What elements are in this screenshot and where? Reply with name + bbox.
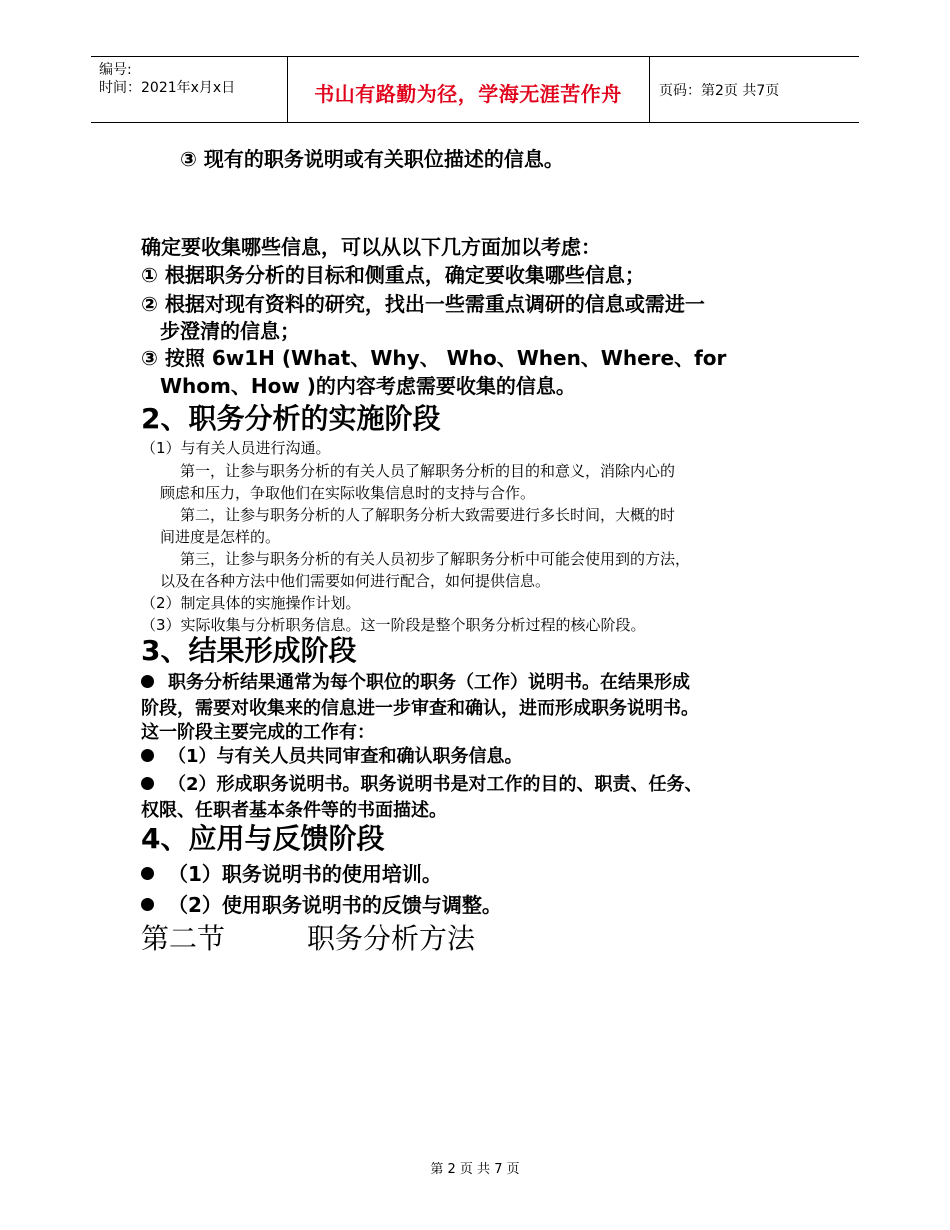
- s2-para-1-line1: 第一，让参与职务分析的有关人员了解职务分析的目的和意义，消除内心的: [180, 462, 676, 480]
- header-page-info: 页码：第2页 共7页: [659, 83, 780, 99]
- bullet-icon: [141, 749, 154, 762]
- consider-item-3-line1: ③ 按照 6w1H (What、Why、 Who、When、Where、for: [141, 346, 727, 370]
- consider-item-3-line2: Whom、How )的内容考虑需要收集的信息。: [160, 374, 576, 398]
- section-2-title: 2、职务分析的实施阶段: [141, 402, 441, 435]
- item3-prev: ③ 现有的职务说明或有关职位描述的信息。: [180, 147, 564, 171]
- header-bottom-rule: [91, 122, 859, 123]
- s4-bullet-2: （2）使用职务说明书的反馈与调整。: [141, 891, 502, 919]
- s2-item-2: （2）制定具体的实施操作计划。: [141, 594, 361, 612]
- s3-bullet-2: （1）与有关人员共同审查和确认职务信息。: [141, 744, 523, 770]
- next-section-number: 第二节: [141, 922, 226, 955]
- s2-para-1-line2: 顾虑和压力，争取他们在实际收集信息时的支持与合作。: [160, 484, 536, 502]
- consider-item-2-line1: ② 根据对现有资料的研究，找出一些需重点调研的信息或需进一: [141, 292, 705, 316]
- header-top-rule: [91, 56, 859, 57]
- header-time-label: 时间：2021年x月x日: [99, 80, 236, 96]
- header-number-label: 编号:: [99, 62, 132, 78]
- s2-para-3-line2: 以及在各种方法中他们需要如何进行配合，如何提供信息。: [160, 572, 551, 590]
- next-section-title: 职务分析方法: [307, 922, 476, 955]
- bullet-icon: [141, 675, 154, 688]
- s2-para-2-line1: 第二，让参与职务分析的人了解职务分析大致需要进行多长时间，大概的时: [180, 506, 676, 524]
- consider-item-2-line2: 步澄清的信息；: [160, 319, 300, 343]
- s2-item-1: （1）与有关人员进行沟通。: [141, 439, 331, 457]
- s2-para-3-line1: 第三，让参与职务分析的有关人员初步了解职务分析中可能会使用到的方法，: [180, 550, 691, 568]
- s4-bullet-1: （1）职务说明书的使用培训。: [141, 860, 442, 888]
- section-3-title: 3、结果形成阶段: [141, 634, 357, 667]
- footer-page-number: 第 2 页 共 7 页: [430, 1162, 520, 1177]
- s3-bullet-1-line3: 这一阶段主要完成的工作有：: [141, 722, 375, 743]
- bullet-icon: [141, 898, 154, 911]
- header-divider-right: [649, 57, 650, 122]
- consider-item-1: ① 根据职务分析的目标和侧重点，确定要收集哪些信息；: [141, 263, 645, 287]
- bullet-icon: [141, 867, 154, 880]
- s2-para-2-line2: 间进度是怎样的。: [160, 528, 281, 546]
- intro-line: 确定要收集哪些信息，可以从以下几方面加以考虑：: [141, 235, 601, 259]
- s3-bullet-1-line2: 阶段，需要对收集来的信息进一步审查和确认，进而形成职务说明书。: [141, 698, 699, 719]
- s3-bullet-1-line1: 职务分析结果通常为每个职位的职务（工作）说明书。在结果形成: [141, 670, 690, 696]
- bullet-icon: [141, 777, 154, 790]
- header-motto: 书山有路勤为径，学海无涯苦作舟: [314, 82, 622, 106]
- section-4-title: 4、应用与反馈阶段: [141, 822, 385, 855]
- s2-item-3: （3）实际收集与分析职务信息。这一阶段是整个职务分析过程的核心阶段。: [141, 616, 646, 634]
- s3-bullet-3-line2: 权限、任职者基本条件等的书面描述。: [141, 800, 447, 821]
- s3-bullet-3-line1: （2）形成职务说明书。职务说明书是对工作的目的、职责、任务、: [141, 772, 703, 798]
